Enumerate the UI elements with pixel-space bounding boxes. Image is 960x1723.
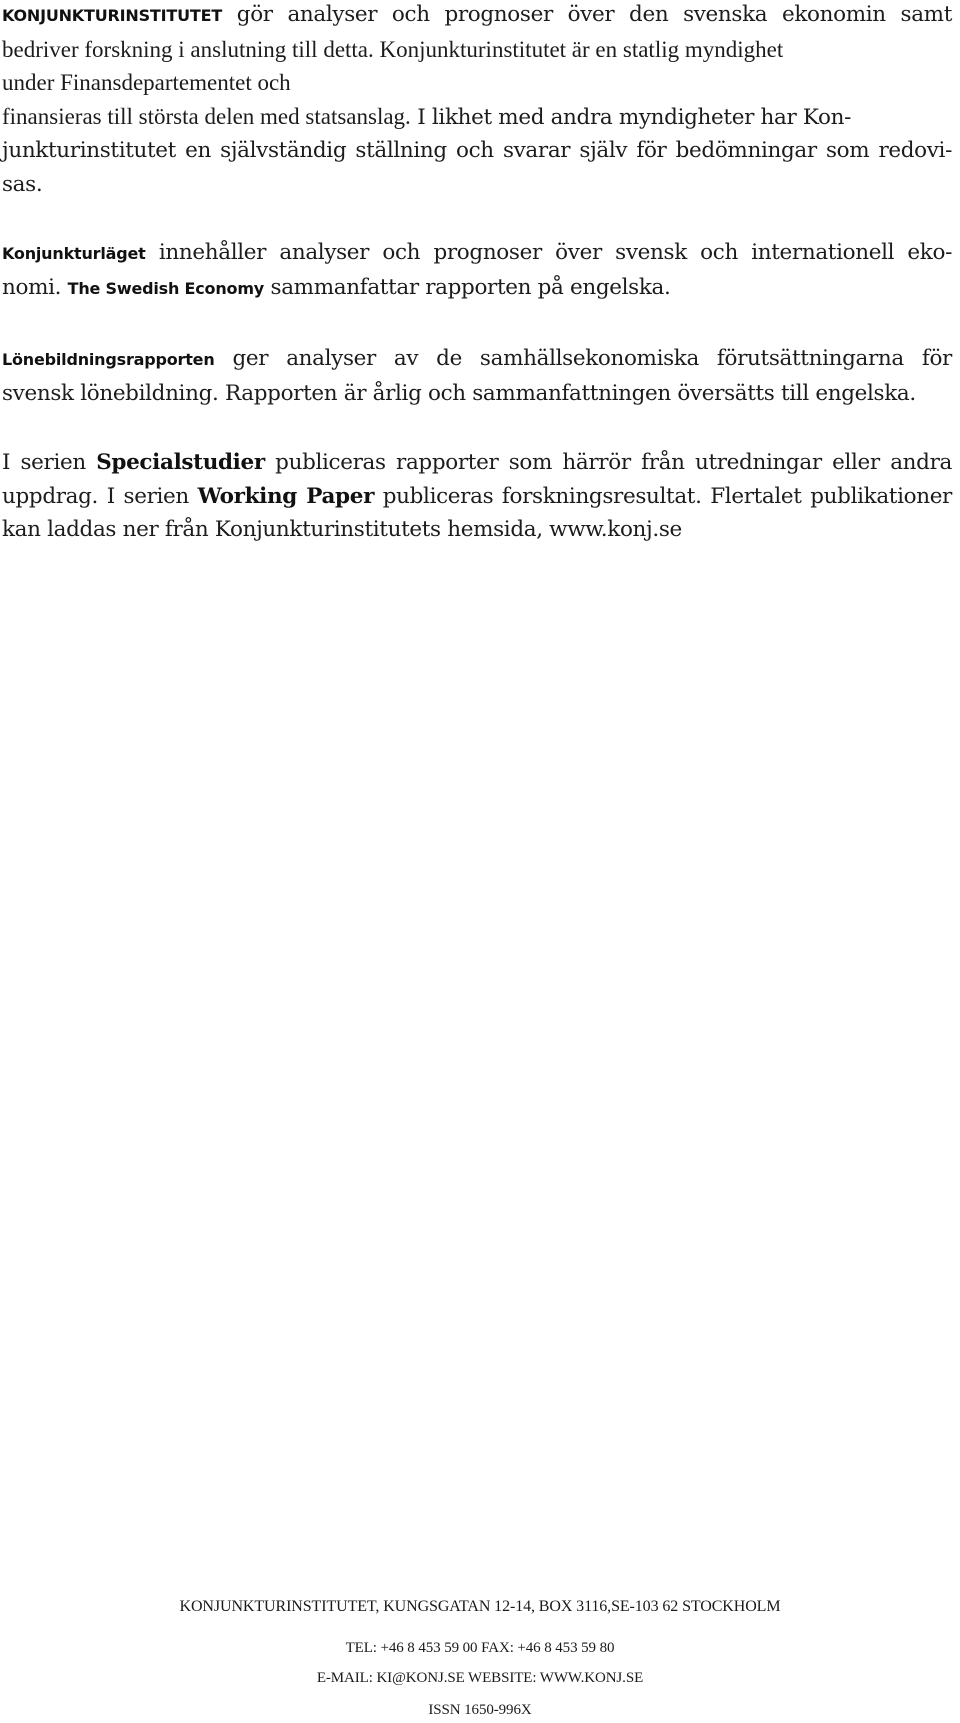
specialstudier-title: Specialstudier <box>96 450 265 475</box>
intro-line-6: sas. <box>2 171 43 197</box>
working-paper-title: Working Paper <box>197 483 375 509</box>
serier-line-3: kan laddas ner från Konjunkturinstitutets hemsida, www.konj.se <box>2 517 682 542</box>
serier-line-1: I serien Specialstudier publiceras rapporter som härrör från utredningar eller andra <box>2 450 952 475</box>
lonebildning-line-2: svensk lönebildning. Rapporten är årlig och sammanfattningen översätts till engelska. <box>2 380 916 406</box>
lonebildning-paragraph <box>2 342 952 410</box>
konjunkturlaget-line-1: Konjunkturläget innehåller analyser och prognoser över svensk och internationell eko- <box>2 240 952 265</box>
footer-email-website: E-MAIL: KI@KONJ.SE WEBSITE: WWW.KONJ.SE <box>316 1670 644 1686</box>
intro-line-2: bedriver forskning i anslutning till detta. Konjunkturinstitutet är en statlig myndighet <box>2 36 784 62</box>
intro-line-1: KONJUNKTURINSTITUTET gör analyser och prognoser över den svenska ekonomin samt <box>2 2 952 27</box>
serier-paragraph <box>2 446 952 547</box>
lonebildning-line-1: Lönebildningsrapporten ger analyser av de samhällsekonomiska förutsättningarna för <box>2 346 952 371</box>
intro-line-3: under Finansdepartementet och <box>2 70 291 95</box>
serier-line-2: uppdrag. I serien Working Paper publiceras forskningsresultat. Flertalet publikationer <box>2 483 952 509</box>
intro-line-5: junkturinstitutet en självständig ställning och svarar själv för bedömningar som redovi- <box>2 138 952 163</box>
konjunkturlaget-title: Konjunkturläget <box>2 244 146 263</box>
footer-address: KONJUNKTURINSTITUTET, KUNGSGATAN 12-14, BOX 3116,SE-103 62 STOCKHOLM <box>179 1598 781 1615</box>
footer-phone-fax: TEL: +46 8 453 59 00 FAX: +46 8 453 59 80 <box>345 1640 615 1656</box>
intro-line-4: finansieras till största delen med statsanslag. I likhet med andra myndigheter har Kon- <box>2 103 851 130</box>
konjunkturlaget-paragraph <box>2 236 952 305</box>
footer-issn: ISSN 1650-996X <box>428 1702 532 1718</box>
konjunkturlaget-line-2: nomi. The Swedish Economy sammanfattar rapporten på engelska. <box>2 274 671 300</box>
institute-name-bold: KONJUNKTURINSTITUTET <box>2 6 223 25</box>
intro-paragraph <box>2 0 952 201</box>
swedish-economy-title: The Swedish Economy <box>67 278 265 298</box>
lonebildning-title: Lönebildningsrapporten <box>2 350 215 369</box>
